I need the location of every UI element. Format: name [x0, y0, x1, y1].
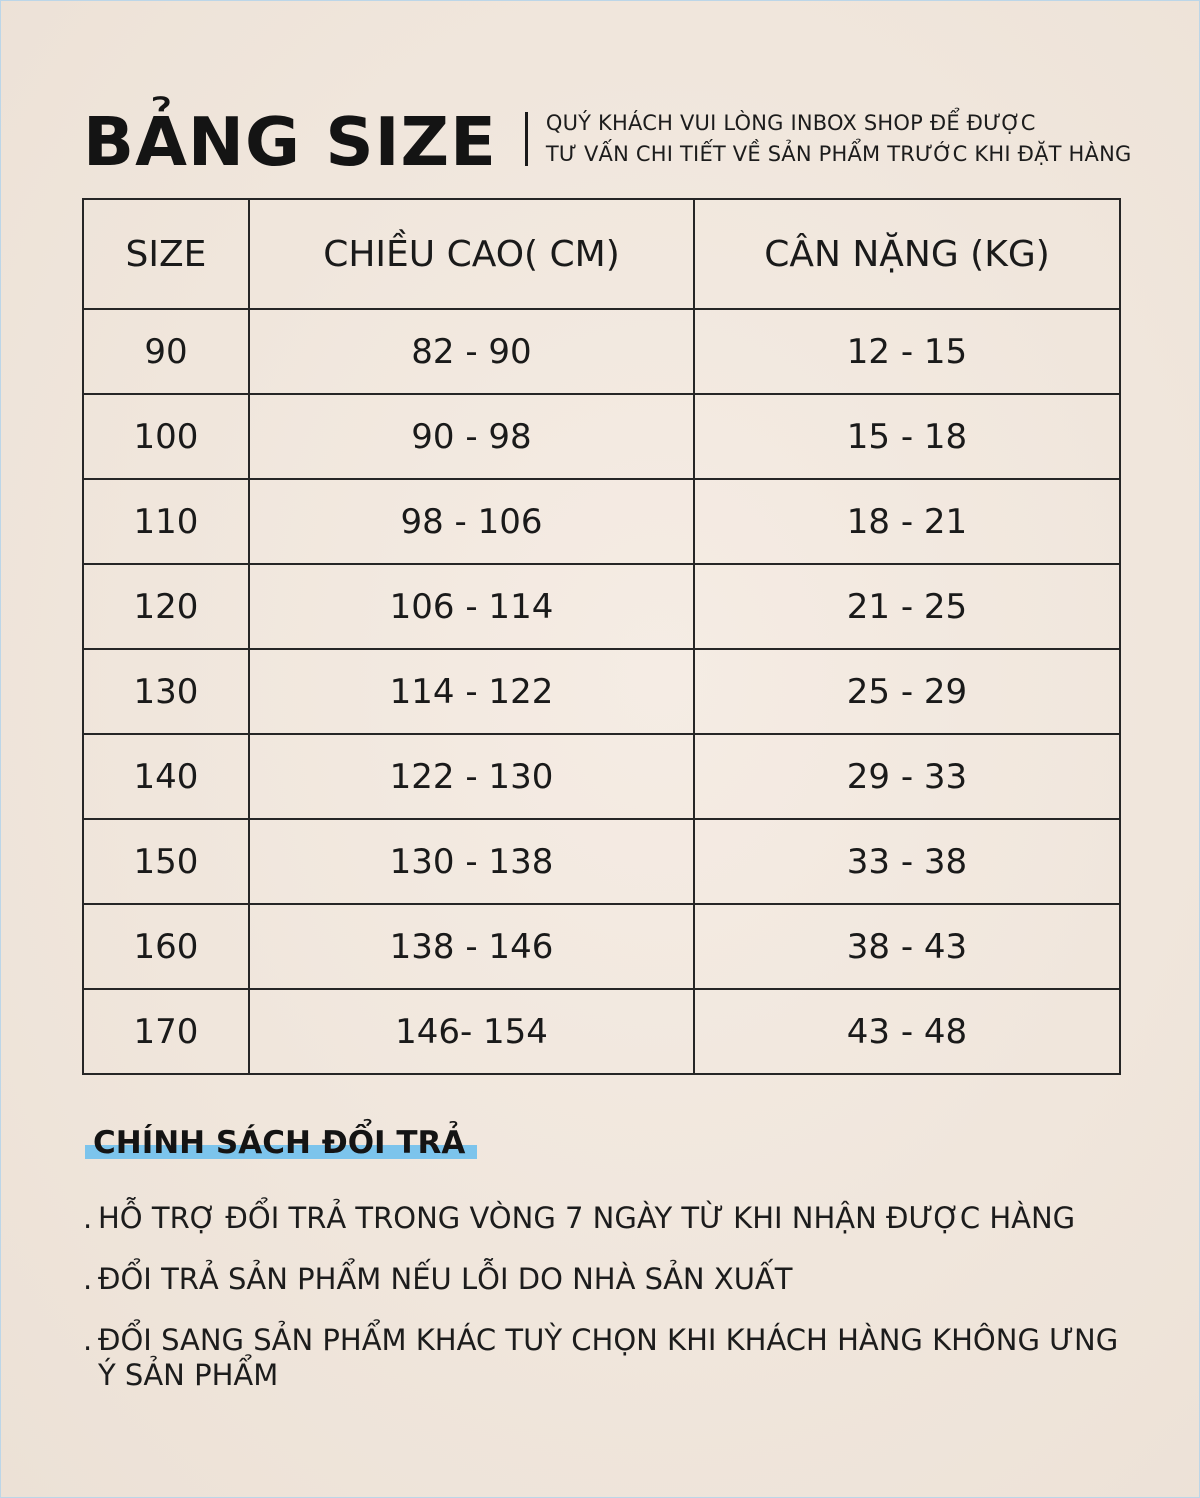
cell-size: 150: [83, 819, 249, 904]
cell-weight: 29 - 33: [694, 734, 1120, 819]
cell-size: 170: [83, 989, 249, 1074]
table-row: [83, 564, 1120, 649]
page-title: BẢNG SIZE: [83, 103, 497, 181]
cell-size: 100: [83, 394, 249, 479]
title-divider: [525, 112, 528, 166]
cell-height: 130 - 138: [249, 819, 694, 904]
header-subtitle: [546, 108, 1132, 170]
cell-size: 120: [83, 564, 249, 649]
cell-weight: 33 - 38: [694, 819, 1120, 904]
cell-weight: 25 - 29: [694, 649, 1120, 734]
cell-height: 106 - 114: [249, 564, 694, 649]
cell-height: 114 - 122: [249, 649, 694, 734]
cell-size: 130: [83, 649, 249, 734]
table-row: [83, 394, 1120, 479]
table-row: [83, 989, 1120, 1074]
policy-section-header: [85, 1123, 477, 1163]
cell-height: 146- 154: [249, 989, 694, 1074]
policy-item-text: ĐỔI SANG SẢN PHẨM KHÁC TUỲ CHỌN KHI KHÁCH HÀNG KHÔNG ƯNG Ý SẢN PHẨM: [98, 1323, 1119, 1392]
table-header-row: [83, 199, 1120, 309]
cell-size: 160: [83, 904, 249, 989]
header: [83, 101, 1132, 181]
column-header-weight: CÂN NẶNG (KG): [694, 199, 1120, 309]
list-item: [83, 1262, 1143, 1297]
table-row: [83, 734, 1120, 819]
cell-height: 90 - 98: [249, 394, 694, 479]
table-row: [83, 819, 1120, 904]
cell-size: 90: [83, 309, 249, 394]
cell-height: 122 - 130: [249, 734, 694, 819]
policy-list: [83, 1201, 1143, 1419]
list-item: [83, 1323, 1143, 1393]
list-item: [83, 1201, 1143, 1236]
subtitle-line-1: QUÝ KHÁCH VUI LÒNG INBOX SHOP ĐỂ ĐƯỢC: [545, 110, 1036, 135]
cell-weight: 21 - 25: [694, 564, 1120, 649]
cell-weight: 12 - 15: [694, 309, 1120, 394]
table-row: [83, 479, 1120, 564]
size-table: [82, 198, 1121, 1075]
policy-title-text: CHÍNH SÁCH ĐỔI TRẢ: [93, 1125, 466, 1161]
bullet: .: [83, 1323, 93, 1357]
cell-size: 140: [83, 734, 249, 819]
column-header-size: SIZE: [83, 199, 249, 309]
cell-weight: 38 - 43: [694, 904, 1120, 989]
table-row: [83, 904, 1120, 989]
subtitle-line-2: TƯ VẤN CHI TIẾT VỀ SẢN PHẨM TRƯỚC KHI ĐẶT HÀNG: [545, 141, 1132, 166]
policy-title: [85, 1123, 477, 1163]
cell-weight: 15 - 18: [694, 394, 1120, 479]
table-row: [83, 649, 1120, 734]
cell-height: 98 - 106: [249, 479, 694, 564]
table-row: [83, 309, 1120, 394]
bullet: .: [83, 1201, 93, 1235]
cell-weight: 18 - 21: [694, 479, 1120, 564]
cell-height: 82 - 90: [249, 309, 694, 394]
policy-item-text: ĐỔI TRẢ SẢN PHẨM NẾU LỖI DO NHÀ SẢN XUẤT: [98, 1262, 793, 1296]
cell-height: 138 - 146: [249, 904, 694, 989]
policy-item-text: HỖ TRỢ ĐỔI TRẢ TRONG VÒNG 7 NGÀY TỪ KHI NHẬN ĐƯỢC HÀNG: [98, 1201, 1076, 1235]
cell-size: 110: [83, 479, 249, 564]
cell-weight: 43 - 48: [694, 989, 1120, 1074]
column-header-height: CHIỀU CAO( CM): [249, 199, 694, 309]
bullet: .: [83, 1262, 93, 1296]
